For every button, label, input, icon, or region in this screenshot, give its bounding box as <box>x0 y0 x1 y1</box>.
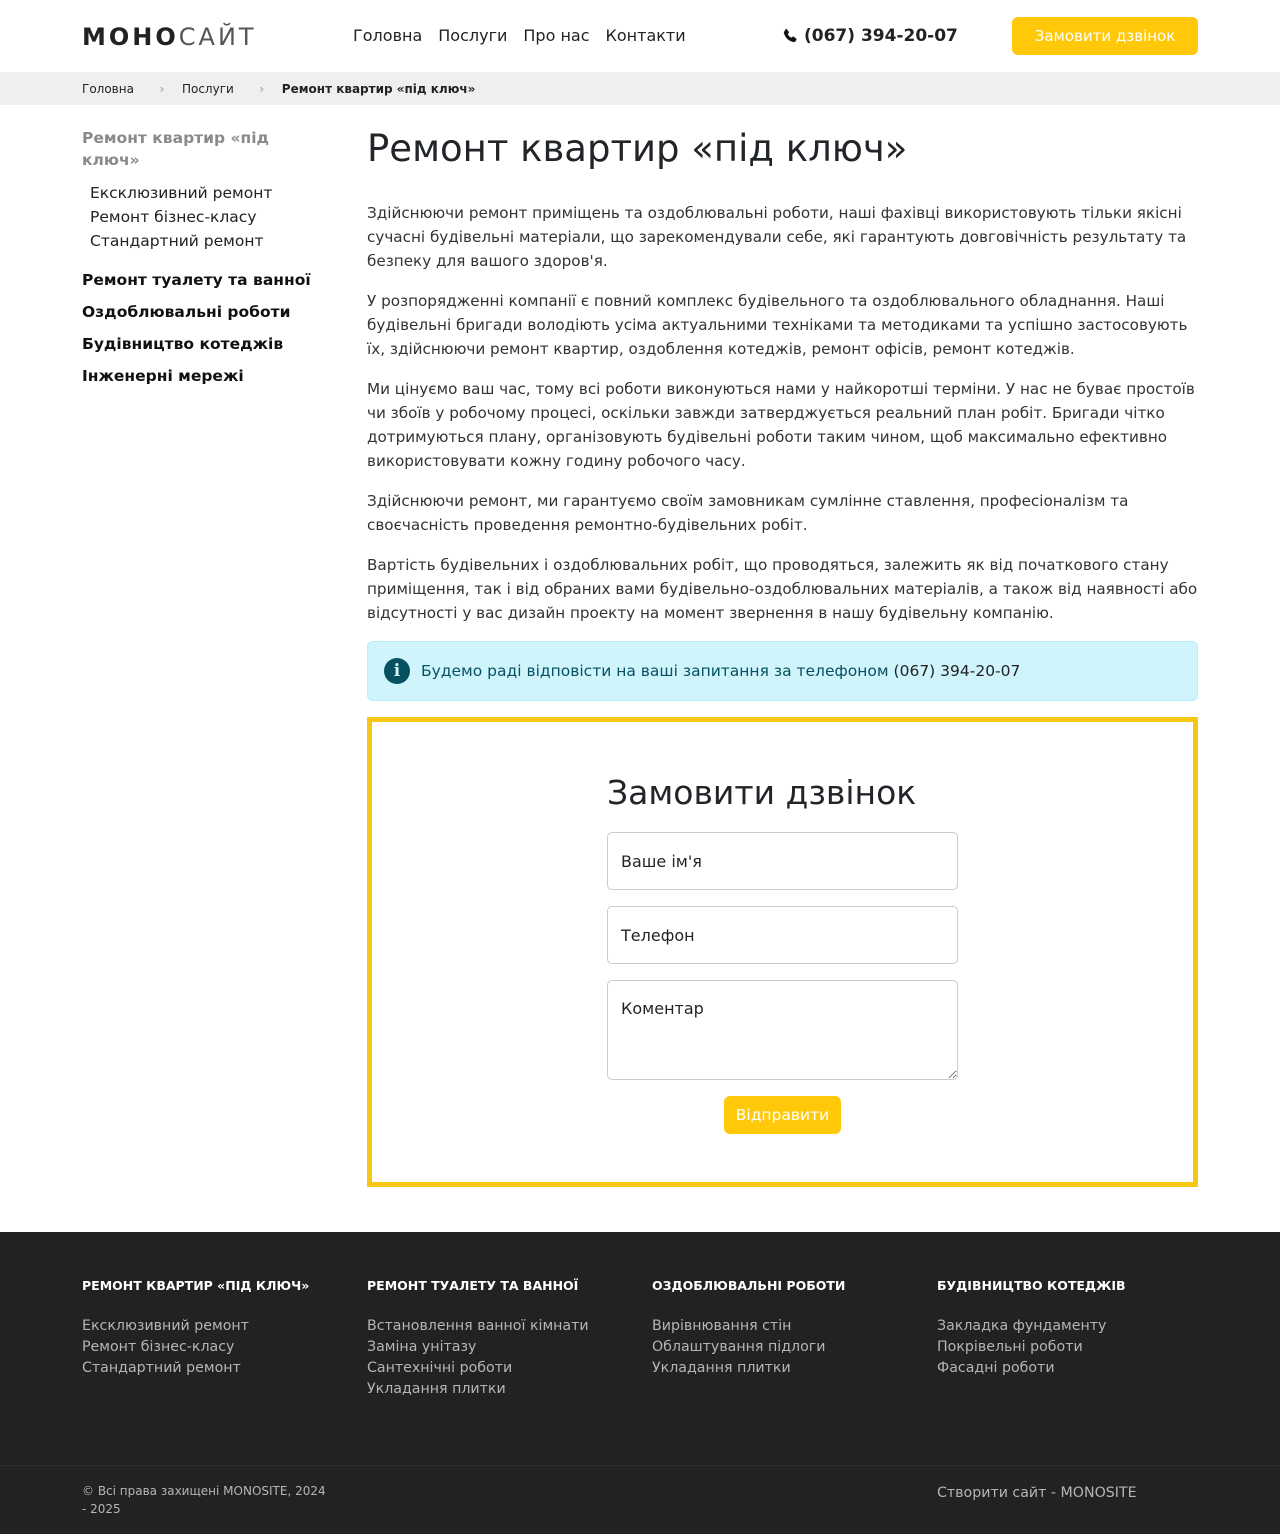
sidebar-subitem-standard[interactable]: Стандартний ремонт <box>90 232 264 250</box>
footer-column-title: ОЗДОБЛЮВАЛЬНІ РОБОТИ <box>652 1278 846 1293</box>
footer-link[interactable]: Стандартний ремонт <box>82 1360 241 1376</box>
footer-column-title: БУДІВНИЦТВО КОТЕДЖІВ <box>937 1278 1126 1293</box>
header-phone-link[interactable] <box>782 25 958 47</box>
sidebar-item-bathroom[interactable]: Ремонт туалету та ванної <box>82 271 311 289</box>
page-title: Ремонт квартир «під ключ» <box>367 127 908 170</box>
footer-column <box>367 1278 652 1400</box>
logo-bold-text: МОНО <box>82 23 179 51</box>
sidebar-item-active[interactable]: Ремонт квартир «під ключ» <box>82 129 270 169</box>
footer-link[interactable]: Укладання плитки <box>652 1360 791 1376</box>
paragraph: Здійснюючи ремонт приміщень та оздоблювальні роботи, наші фахівці використовують тільки якісні сучасні будівельні матеріали, що зарекомендували себе, які гарантують довговічність результату та безпеку для вашого здоров'я. <box>367 204 1187 270</box>
site-header <box>0 0 1280 72</box>
sidebar <box>82 127 332 397</box>
callback-form <box>367 717 1198 1187</box>
footer-column-title: РЕМОНТ ТУАЛЕТУ ТА ВАННОЇ <box>367 1278 579 1293</box>
footer-link[interactable]: Заміна унітазу <box>367 1339 477 1355</box>
footer-columns <box>82 1278 1222 1400</box>
chevron-right-icon: › <box>259 81 265 96</box>
footer-link[interactable]: Сантехнічні роботи <box>367 1360 513 1376</box>
sidebar-subitem-exclusive[interactable]: Ексклюзивний ремонт <box>90 184 273 202</box>
footer-divider <box>0 1465 1280 1466</box>
phone-icon <box>782 28 798 44</box>
footer-link[interactable]: Покрівельні роботи <box>937 1339 1083 1355</box>
footer-column <box>652 1278 937 1400</box>
footer-link[interactable]: Укладання плитки <box>367 1381 506 1397</box>
content <box>367 123 1198 1187</box>
footer-column-title: РЕМОНТ КВАРТИР «ПІД КЛЮЧ» <box>82 1278 310 1293</box>
footer-link[interactable]: Фасадні роботи <box>937 1360 1055 1376</box>
footer-link[interactable]: Ексклюзивний ремонт <box>82 1318 249 1334</box>
sidebar-item-finishing[interactable]: Оздоблювальні роботи <box>82 303 291 321</box>
sidebar-main-menu <box>82 269 332 387</box>
sidebar-item-cottages[interactable]: Будівництво котеджів <box>82 335 284 353</box>
footer-link[interactable]: Встановлення ванної кімнати <box>367 1318 589 1334</box>
breadcrumb-home[interactable]: Головна <box>82 81 134 96</box>
made-by-link[interactable]: Створити сайт - MONOSITE <box>937 1485 1137 1501</box>
paragraph: Здійснюючи ремонт, ми гарантуємо своїм замовникам сумлінне ставлення, професіоналізм та своєчасність проведення ремонтно-будівельних робіт. <box>367 492 1129 534</box>
paragraph: У розпорядженні компанії є повний комплекс будівельного та оздоблювального обладнання. Наші будівельні бригади володіють усіма актуальними техніками та методиками та успішно застосовують їх, здійснюючи ремонт квартир, оздоблення котеджів, ремонт офісів, ремонт котеджів. <box>367 292 1188 358</box>
footer-link[interactable]: Вирівнювання стін <box>652 1318 792 1334</box>
main-nav <box>353 25 686 47</box>
breadcrumb <box>0 72 1280 105</box>
paragraph: Вартість будівельних і оздоблювальних робіт, що проводяться, залежить як від початкового стану приміщення, так і від обраних вами будівельно-оздоблювальних матеріалів, а також від наявності або відсутності у вас дизайн проекту на момент звернення в нашу будівельну компанію. <box>367 556 1198 622</box>
logo-light-text: САЙТ <box>178 23 257 51</box>
nav-about[interactable]: Про нас <box>523 26 590 45</box>
form-title: Замовити дзвінок <box>607 773 917 812</box>
nav-contacts[interactable]: Контакти <box>605 26 686 45</box>
info-alert <box>367 641 1198 701</box>
footer-link[interactable]: Ремонт бізнес-класу <box>82 1339 235 1355</box>
header-phone-number: (067) 394-20-07 <box>804 26 958 46</box>
nav-home[interactable]: Головна <box>353 26 423 45</box>
paragraph: Ми цінуємо ваш час, тому всі роботи виконуються нами у найкоротші терміни. У нас не буває простоїв чи збоїв у робочому процесі, оскільки завжди затверджується реальний план робіт. Бригади чітко дотримуються плану, організовують будівельні роботи таким чином, щоб максимально ефективно використовувати кожну годину робочого часу. <box>367 380 1195 470</box>
logo[interactable] <box>82 24 257 50</box>
nav-services[interactable]: Послуги <box>438 26 508 45</box>
order-call-button[interactable]: Замовити дзвінок <box>1012 17 1198 55</box>
phone-input[interactable] <box>607 906 958 964</box>
sidebar-subitem-business[interactable]: Ремонт бізнес-класу <box>90 208 257 226</box>
submit-button[interactable]: Відправити <box>724 1096 841 1134</box>
chevron-right-icon: › <box>159 81 165 96</box>
alert-text: Будемо раді відповісти на ваші запитання за телефоном <box>421 662 889 680</box>
sidebar-submenu <box>82 181 332 253</box>
breadcrumb-services[interactable]: Послуги <box>181 81 234 96</box>
info-icon: i <box>384 658 410 684</box>
alert-phone: (067) 394-20-07 <box>893 662 1021 680</box>
footer-link[interactable]: Закладка фундаменту <box>937 1318 1107 1334</box>
comment-textarea[interactable] <box>607 980 958 1080</box>
main-area <box>0 105 1280 1231</box>
site-footer <box>0 1232 1280 1534</box>
name-input[interactable] <box>607 832 958 890</box>
footer-column <box>937 1278 1222 1400</box>
footer-column <box>82 1278 367 1400</box>
copyright: © Всі права захищені MONOSITE, 2024 - 2025 <box>82 1484 326 1516</box>
footer-link[interactable]: Облаштування підлоги <box>652 1339 826 1355</box>
sidebar-item-engineering[interactable]: Інженерні мережі <box>82 367 244 385</box>
breadcrumb-current: Ремонт квартир «під ключ» <box>281 81 476 96</box>
